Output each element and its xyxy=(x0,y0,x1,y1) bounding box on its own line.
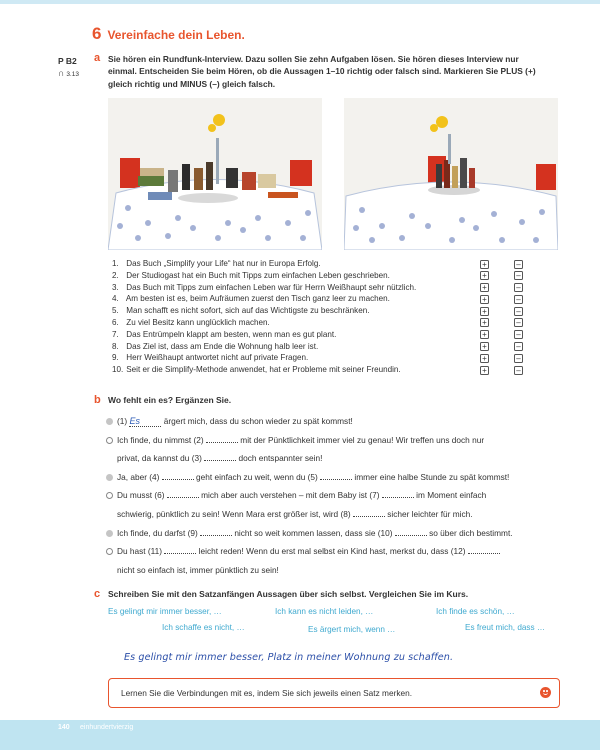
speaker-b-bullet xyxy=(106,548,113,555)
statement-row xyxy=(112,364,542,376)
sentence-starter: Ich kann es nicht leiden, … xyxy=(275,607,374,616)
exercise-title: Vereinfache dein Leben. xyxy=(107,28,245,42)
dialogue-line xyxy=(117,449,557,468)
part-b-letter: b xyxy=(94,394,101,406)
line-text: ärgert mich, dass du schon wieder zu spät kommst! xyxy=(161,416,353,426)
plus-checkbox[interactable]: + xyxy=(480,283,489,292)
part-c-letter: c xyxy=(94,588,101,600)
line-text: so über dich bestimmt. xyxy=(426,527,513,538)
minus-checkbox[interactable]: – xyxy=(514,295,523,304)
minus-checkbox[interactable]: – xyxy=(514,271,523,280)
plus-checkbox[interactable]: + xyxy=(480,318,489,327)
line-text: (1) xyxy=(117,416,130,426)
minus-checkbox[interactable]: – xyxy=(514,342,523,351)
answer-gap-8[interactable] xyxy=(353,508,385,517)
example-answer: Es gelingt mir immer besser, Platz in meiner Wohnung zu schaffen. xyxy=(124,652,454,663)
statement-number: 2. xyxy=(112,270,119,280)
line-text: im Moment einfach xyxy=(413,490,487,501)
statement-text: Das Buch „Simplify your Life“ hat nur in Europa Erfolg. xyxy=(126,259,321,268)
statement-text: Das Ziel ist, dass am Ende die Wohnung halb leer ist. xyxy=(126,341,319,351)
answer-gap-4[interactable] xyxy=(162,471,194,480)
page-number-words: einhundertvierzig xyxy=(80,724,134,731)
dialogue-line xyxy=(117,542,557,561)
plus-checkbox[interactable]: + xyxy=(480,354,489,363)
statement-row xyxy=(112,270,542,282)
exercise-number: 6 xyxy=(92,24,102,43)
line-text: Du hast (11) xyxy=(117,546,165,557)
smiley-icon xyxy=(540,687,551,698)
statement-row xyxy=(112,329,542,341)
line-text: nicht so einfach ist, immer pünktlich zu sein! xyxy=(117,564,279,575)
photo-tidy-table xyxy=(344,98,558,250)
plus-checkbox[interactable]: + xyxy=(480,295,489,304)
line-text: leicht reden! Wenn du erst mal selbst ein Kind hast, merkst du, dass (12) xyxy=(196,546,468,557)
statement-row xyxy=(112,341,542,353)
dialogue-line xyxy=(117,561,557,580)
statement-number: 1. xyxy=(112,259,119,268)
statement-list xyxy=(112,258,542,376)
answer-gap-3[interactable] xyxy=(204,452,236,461)
statement-row xyxy=(112,293,542,305)
plus-checkbox[interactable]: + xyxy=(480,271,489,280)
answer-gap-9[interactable] xyxy=(200,527,232,536)
answer-gap-10[interactable] xyxy=(395,527,427,536)
statement-number: 8. xyxy=(112,341,119,351)
dialogue-line xyxy=(117,505,557,524)
statement-number: 10. xyxy=(112,365,124,375)
answer-gap-5[interactable] xyxy=(320,471,352,480)
level-badge: P B2 xyxy=(58,56,77,66)
statement-text: Man schafft es nicht sofort, sich auf das Wichtigste zu beschränken. xyxy=(126,306,370,316)
answer-gap-1[interactable]: Es xyxy=(129,417,161,427)
tip-box xyxy=(108,678,560,708)
statement-row xyxy=(112,305,542,317)
dialogue-line xyxy=(117,486,557,505)
line-text: doch entspannter sein! xyxy=(236,453,323,464)
sentence-starter: Es gelingt mir immer besser, … xyxy=(108,607,222,616)
minus-checkbox[interactable]: – xyxy=(514,354,523,363)
statement-number: 3. xyxy=(112,282,119,292)
statement-text: Zu viel Besitz kann unglücklich machen. xyxy=(126,317,270,327)
part-a-letter: a xyxy=(94,52,101,64)
line-text: geht einfach zu weit, wenn du (5) xyxy=(193,471,321,482)
statement-row xyxy=(112,317,542,329)
answer-gap-11[interactable] xyxy=(164,545,196,554)
statement-text: Der Studiogast hat ein Buch mit Tipps zum einfachen Leben geschrieben. xyxy=(126,270,390,280)
statement-number: 9. xyxy=(112,353,119,363)
photo-cluttered-table xyxy=(108,98,322,250)
minus-checkbox[interactable]: – xyxy=(514,260,523,269)
minus-checkbox[interactable]: – xyxy=(514,318,523,327)
statement-row xyxy=(112,282,542,294)
answer-gap-12[interactable] xyxy=(468,545,500,554)
minus-checkbox[interactable]: – xyxy=(514,283,523,292)
tip-text: Lernen Sie die Verbindungen mit es, indem Sie sich jeweils einen Satz merken. xyxy=(121,688,413,698)
line-text: privat, da kannst du (3) xyxy=(117,453,205,464)
line-text: Du musst (6) xyxy=(117,490,167,501)
gap-fill-dialogue xyxy=(117,412,557,579)
sentence-starter: Es freut mich, dass … xyxy=(465,623,546,632)
part-a-instruction: Sie hören ein Rundfunk-Interview. Dazu sollen Sie zehn Aufgaben lösen. Sie hören dieses Interview nur einmal. Entscheiden Sie beim Hören, ob die Aussagen 1–10 richtig oder falsch sind. Markieren Sie PLUS (+) gleich richtig und MINUS (–) gleich falsch. xyxy=(108,54,536,89)
minus-checkbox[interactable]: – xyxy=(514,330,523,339)
line-text: mit der Pünktlichkeit immer viel zu genau! Wir treffen uns doch nur xyxy=(238,434,485,445)
dialogue-line xyxy=(117,412,557,431)
top-strip xyxy=(0,0,600,4)
line-text: Ich finde, du darfst (9) xyxy=(117,527,201,538)
plus-checkbox[interactable]: + xyxy=(480,260,489,269)
statement-row xyxy=(112,258,542,270)
statement-number: 6. xyxy=(112,317,119,327)
track-number: 3.13 xyxy=(66,71,79,78)
speaker-a-bullet xyxy=(106,474,113,481)
answer-gap-2[interactable] xyxy=(206,434,238,443)
sentence-starter: Ich finde es schön, … xyxy=(436,607,515,616)
dialogue-line xyxy=(117,431,557,450)
line-text: Ja, aber (4) xyxy=(117,471,162,482)
statement-text: Das Buch mit Tipps zum einfachen Leben war für Herrn Weißhaupt sehr nützlich. xyxy=(126,282,417,292)
headphones-icon: ∩ xyxy=(58,68,65,78)
statement-number: 7. xyxy=(112,329,119,339)
part-b-title: Wo fehlt ein es? Ergänzen Sie. xyxy=(108,395,232,405)
statement-text: Seit er die Simplify-Methode anwendet, hat er Probleme mit seiner Freundin. xyxy=(126,365,401,375)
exercise-header xyxy=(92,24,245,44)
sidebar-meta xyxy=(58,55,79,81)
dialogue-line xyxy=(117,468,557,487)
plus-checkbox[interactable]: + xyxy=(480,342,489,351)
dialogue-line xyxy=(117,524,557,543)
sentence-starter: Ich schaffe es nicht, … xyxy=(162,623,245,632)
statement-text: Am besten ist es, beim Aufräumen zuerst den Tisch ganz leer zu machen. xyxy=(125,294,390,304)
page-number: 140 xyxy=(58,724,70,731)
speaker-a-bullet xyxy=(106,418,113,425)
speaker-a-bullet xyxy=(106,530,113,537)
page-footer xyxy=(0,720,600,750)
sentence-starter: Es ärgert mich, wenn … xyxy=(308,625,396,634)
line-text: nicht so weit kommen lassen, dass sie (10) xyxy=(232,527,395,538)
line-text: immer eine halbe Stunde zu spät kommst! xyxy=(352,471,510,482)
statement-text: Das Entrümpeln klappt am besten, wenn man es gut plant. xyxy=(126,329,337,339)
minus-checkbox[interactable]: – xyxy=(514,307,523,316)
answer-gap-6[interactable] xyxy=(167,489,199,498)
plus-checkbox[interactable]: + xyxy=(480,330,489,339)
plus-checkbox[interactable]: + xyxy=(480,366,489,375)
speaker-b-bullet xyxy=(106,492,113,499)
minus-checkbox[interactable]: – xyxy=(514,366,523,375)
audio-track xyxy=(58,67,79,81)
line-text: mich aber auch verstehen – mit dem Baby ist (7) xyxy=(198,490,382,501)
part-c-title: Schreiben Sie mit den Satzanfängen Aussagen über sich selbst. Vergleichen Sie im Kurs. xyxy=(108,589,469,599)
statement-text: Herr Weißhaupt antwortet nicht auf private Fragen. xyxy=(126,353,309,363)
statement-row xyxy=(112,352,542,364)
line-text: Ich finde, du nimmst (2) xyxy=(117,434,206,445)
statement-number: 4. xyxy=(112,294,119,304)
line-text: sicher leichter für mich. xyxy=(384,508,473,519)
line-text: schwierig, pünktlich zu sein! Wenn Mara erst größer ist, wird (8) xyxy=(117,508,353,519)
statement-number: 5. xyxy=(112,306,119,316)
answer-gap-7[interactable] xyxy=(382,489,414,498)
plus-checkbox[interactable]: + xyxy=(480,307,489,316)
speaker-b-bullet xyxy=(106,437,113,444)
